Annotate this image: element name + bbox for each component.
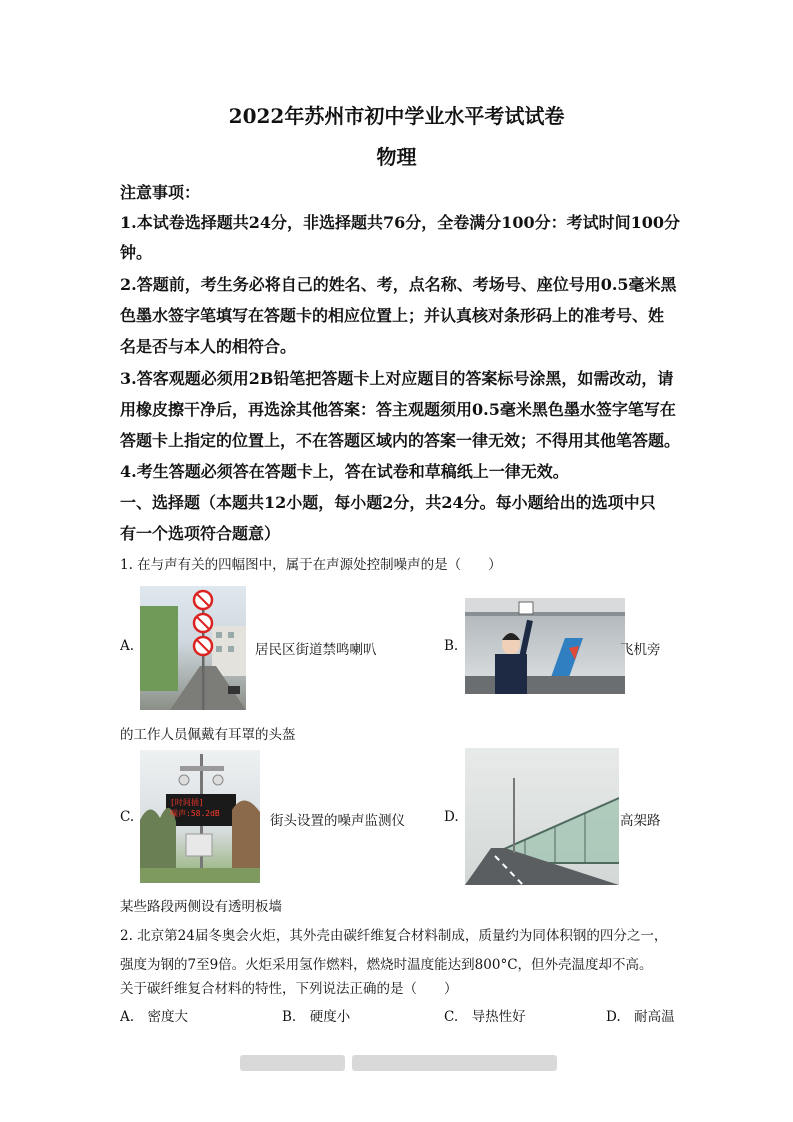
option-b-text: 飞机旁: [620, 642, 661, 658]
notice-item-2-line-1: 2.答题前，考生务必将自己的姓名、考，点名称、考场号、座位号用0.5毫米黑: [120, 275, 677, 294]
street-no-horn-photo: [140, 586, 246, 710]
notice-item-3-line-1: 3.答客观题必须用2B铅笔把答题卡上对应题目的答案标号涂黑，如需改动，请: [120, 369, 674, 388]
monitor-display-line-1: [时间插]: [170, 798, 204, 807]
notice-heading: 注意事项：: [120, 183, 201, 202]
notice-item-1-line-1: 1.本试卷选择题共24分，非选择题共76分，全卷满分100分：考试时间100分: [120, 213, 681, 232]
q2-option-c: C. 导热性好: [444, 1009, 526, 1025]
option-c-text: 街头设置的噪声监测仪: [270, 813, 405, 829]
question-2-line-1: 2. 北京第24届冬奥会火炬，其外壳由碳纤维复合材料制成，质量约为同体积钢的四分之一，: [120, 928, 668, 944]
option-c-letter: C.: [120, 809, 135, 825]
option-b-letter: B.: [444, 638, 459, 654]
subject-title: 物理: [376, 145, 417, 169]
notice-item-3-line-2: 用橡皮擦干净后，再选涂其他答案：答主观题须用0.5毫米黑色墨水签字笔写在: [120, 400, 676, 419]
option-a-text: 居民区街道禁鸣喇叭: [255, 642, 377, 658]
option-d-letter: D.: [444, 809, 459, 825]
q2-option-a: A. 密度大: [120, 1009, 189, 1025]
q2-option-d: D. 耐高温: [606, 1009, 675, 1025]
notice-item-1-line-2: 钟。: [120, 243, 153, 262]
option-a-letter: A.: [120, 638, 135, 654]
notice-item-4: 4.考生答题必须答在答题卡上，答在试卷和草稿纸上一律无效。: [120, 462, 569, 481]
notice-item-2-line-2: 色墨水签字笔填写在答题卡的相应位置上；并认真核对条形码上的准考号、姓: [120, 306, 665, 325]
noise-monitor-photo: [140, 750, 260, 883]
question-2-line-2: 强度为钢的7至9倍。火炬采用氢作燃料，燃烧时温度能达到800°C，但外壳温度却不高。: [120, 957, 653, 973]
page-title: 2022年苏州市初中学业水平考试试卷: [228, 104, 565, 128]
option-d-continuation: 某些路段两侧设有透明板墙: [120, 899, 282, 915]
notice-item-3-line-3: 答题卡上指定的位置上，不在答题区域内的答案一律无效；不得用其他笔答题。: [120, 431, 681, 450]
footer-watermark-left: [240, 1055, 345, 1071]
option-d-text: 高架路: [620, 813, 661, 829]
section-heading-line-2: 有一个选项符合题意）: [120, 524, 281, 543]
option-b-continuation: 的工作人员佩戴有耳罩的头盔: [120, 727, 296, 743]
notice-item-2-line-3: 名是否与本人的相符合。: [120, 337, 297, 356]
monitor-display-line-2: 噪声:58.2dB: [170, 809, 220, 818]
q2-option-b: B. 硬度小: [282, 1009, 351, 1025]
section-heading-line-1: 一、选择题（本题共12小题，每小题2分，共24分。每小题给出的选项中只: [120, 493, 656, 512]
question-2-line-3: 关于碳纤维复合材料的特性，下列说法正确的是（ ）: [120, 981, 458, 997]
elevated-road-barrier-photo: [465, 748, 619, 885]
airport-worker-photo: [465, 598, 625, 694]
footer-watermark-right: [352, 1055, 557, 1071]
question-1-stem: 1. 在与声有关的四幅图中，属于在声源处控制噪声的是（ ）: [120, 557, 502, 573]
